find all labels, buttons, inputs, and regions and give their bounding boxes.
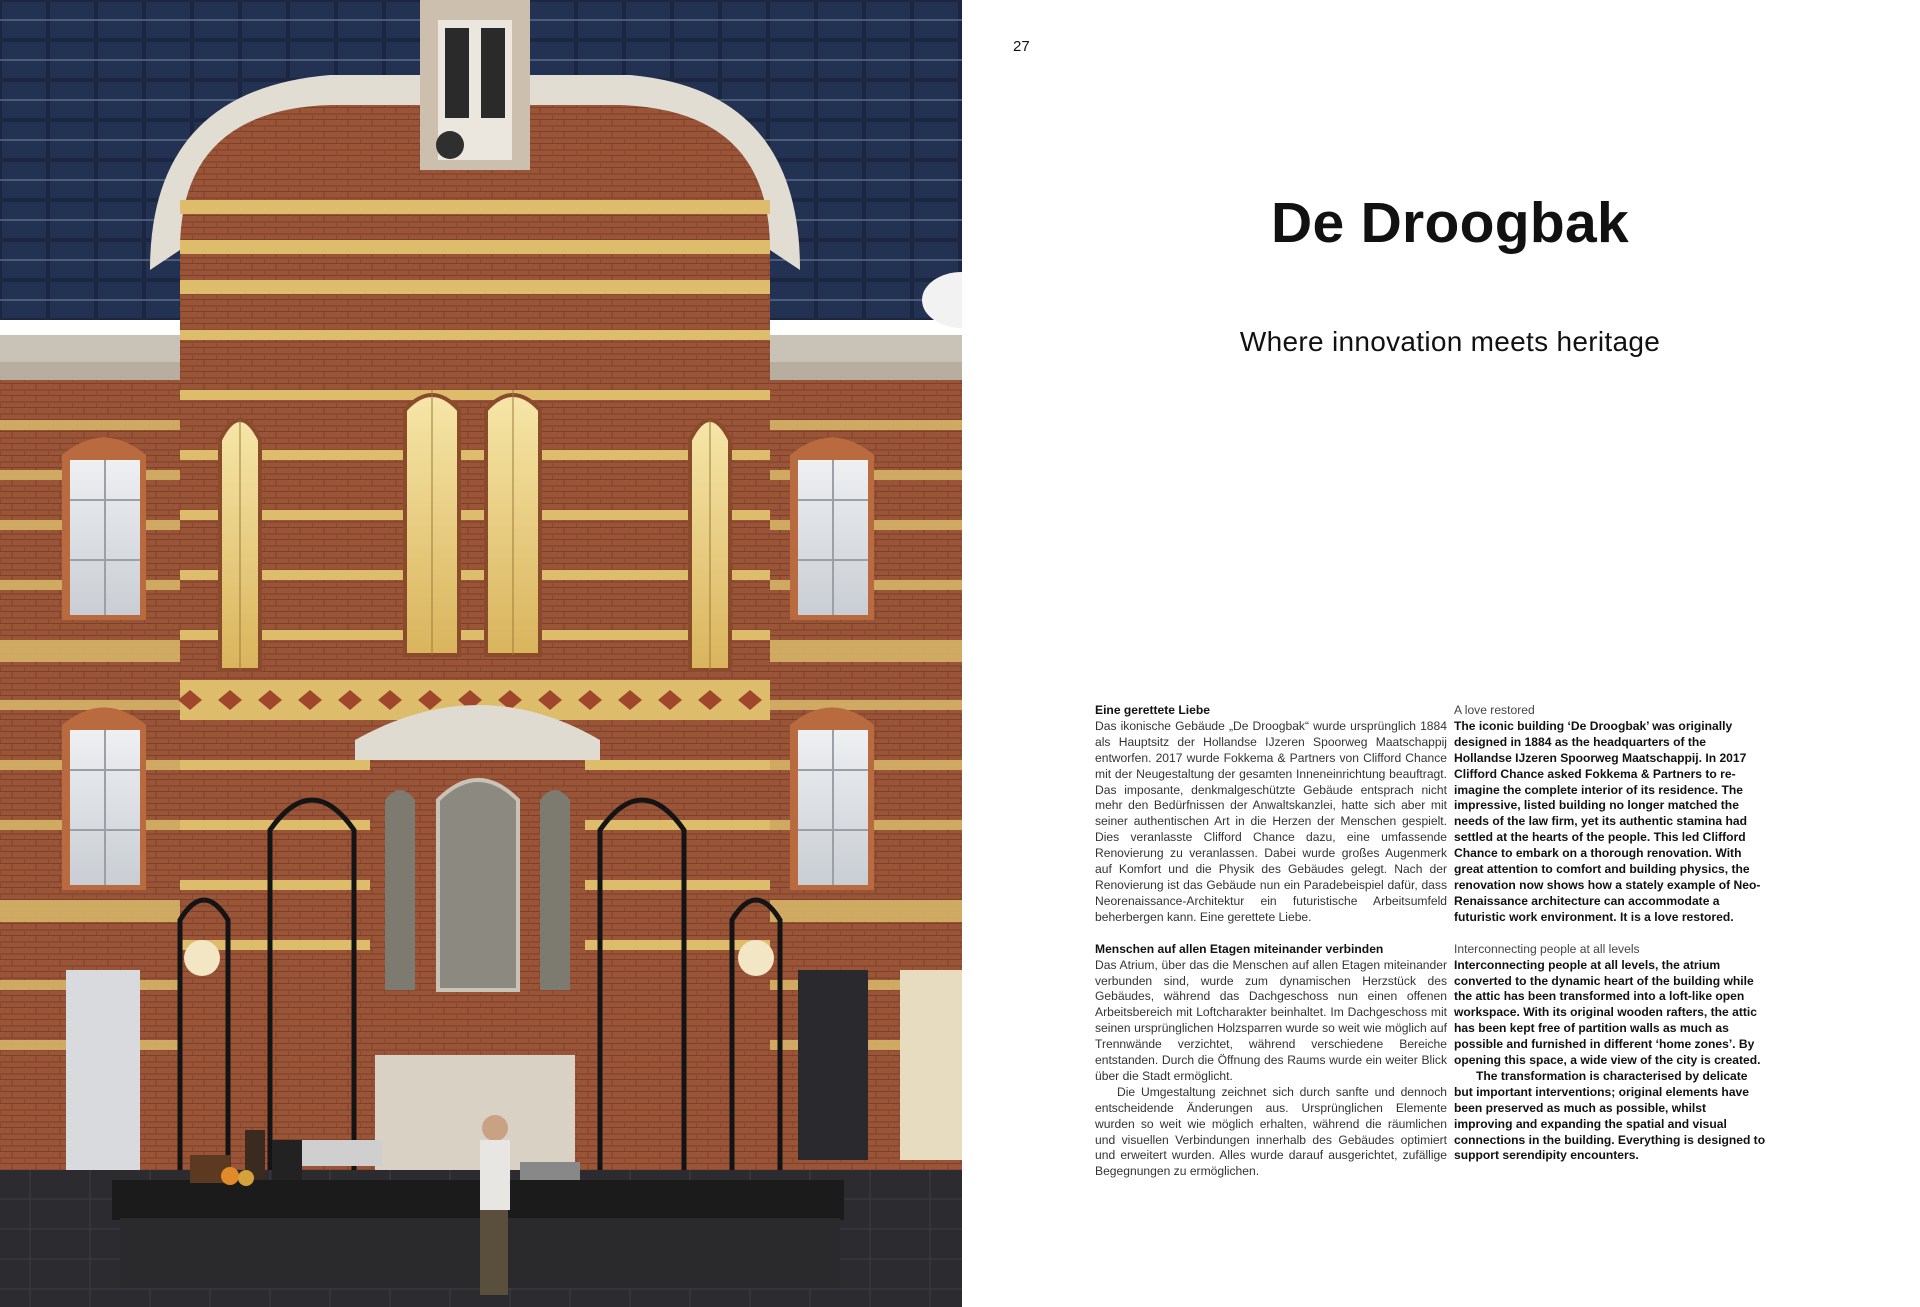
english-paragraph: The transformation is characterised by delicate but important interventions; original elements have been preserved as much as possible, whilst improving and expanding the spatial and visual connections in the building. Everything is designed to support serendipity encounters. (1454, 1068, 1766, 1163)
german-paragraph: Das Atrium, über das die Menschen auf allen Etagen miteinander verbunden sind, wurde zum dynamischen Herzstück des Gebäudes, während das Dachgeschoss nun einen offenen Arbeitsbereich mit Loftcharakter beinhaltet. Im Dachgeschoss mit seinen ursprünglichen Holzsparren wurde so weit wie möglich auf Trennwände verzichtet, während verschiedene Bereiche entstanden. Durch die Öffnung des Raums wurde ein weiter Blick über die Stadt ermöglicht. (1095, 957, 1447, 1083)
german-paragraph: Das ikonische Gebäude „De Droogbak“ wurde ursprünglich 1884 als Hauptsitz der Hollandse IJzeren Spoorweg Maatschappij entworfen. 2017 wurde Fokkema & Partners von Clifford Chance mit der Neugestaltung der gesamten Inneneinrichtung beauftragt. Das imposante, denkmalgeschützte Gebäude entsprach nicht mehr den Bedürfnissen der Anwaltskanzlei, hatte sich aber mit seiner authentischen Art in die Herzen der Menschen gespielt. Dies veranlasste Clifford Chance dazu, eine umfassende Renovierung zu veranlassen. Dabei wurde großes Augenmerk auf Komfort und die Physik des Gebäudes gelegt. Nach der Renovierung ist das Gebäude nun ein Paradebeispiel dafür, dass Neorenaissance-Architektur ein futuristische Arbeitsumfeld beherbergen kann. Eine gerettete Liebe. (1095, 718, 1447, 924)
english-heading: A love restored (1454, 703, 1535, 717)
german-paragraph: Die Umgestaltung zeichnet sich durch sanfte und dennoch entscheidende Änderungen aus. Ursprünglichen Elemente wurden so weit wie möglich erhalten, während die räumlichen und visuellen Verbindungen innerhalb des Gebäudes optimiert und erweitert wurden. Alles wurde darauf ausgerichtet, zufällige Begegnungen zu ermöglichen. (1095, 1084, 1447, 1179)
page-subtitle: Where innovation meets heritage (1239, 326, 1661, 357)
german-section-love (1095, 703, 1447, 926)
german-text-column (1095, 703, 1447, 1180)
english-paragraph: Interconnecting people at all levels, the atrium converted to the dynamic heart of the building while the attic has been transformed into a loft-like open workspace. With its original wooden rafters, the attic has been kept free of partition walls as much as possible and furnished in different ‘home zones’. By opening this space, a wide view of the city is created. (1454, 957, 1761, 1068)
german-section-connecting (1095, 942, 1447, 1181)
page-number: 27 (1013, 38, 1030, 55)
english-heading: Interconnecting people at all levels (1454, 941, 1640, 956)
page-title: De Droogbak (1270, 191, 1630, 255)
german-heading: Menschen auf allen Etagen miteinander verbinden (1095, 941, 1384, 956)
english-paragraph: The iconic building ‘De Droogbak’ was originally designed in 1884 as the headquarters of the Hollandse IJzeren Spoorweg Maatschappij. In 2017 Clifford Chance asked Fokkema & Partners to re-imagine the complete interior of its residence. The impressive, listed building no longer matched the needs of the law firm, yet its authentic stamina had settled at the hearts of the people. This led Clifford Chance to embark on a thorough renovation. With great attention to comfort and building physics, the renovation now shows how a stately example of Neo-Renaissance architecture can accommodate a futuristic work environment. It is a love restored. (1454, 718, 1761, 924)
german-heading: Eine gerettete Liebe (1095, 703, 1210, 717)
english-section-love (1454, 703, 1766, 926)
english-text-column (1454, 703, 1766, 1164)
english-section-connecting (1454, 942, 1766, 1165)
